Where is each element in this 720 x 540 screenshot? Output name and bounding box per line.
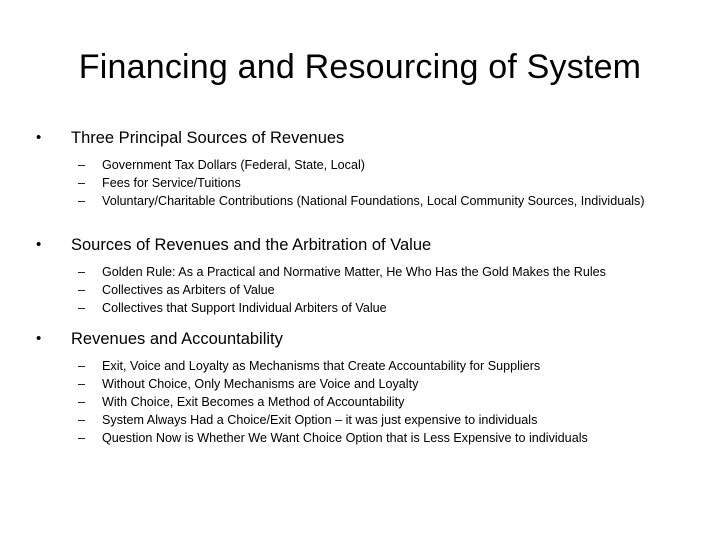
dash-icon: – [78,413,86,427]
list-item-text: Exit, Voice and Loyalty as Mechanisms that Create Accountability for Suppliers [102,359,541,373]
dash-icon: – [78,395,86,409]
slide-title: Financing and Resourcing of System [78,48,642,86]
list-item [36,429,676,447]
list-item [36,192,676,210]
section-revenue-sources [36,126,676,210]
bullet-row [36,327,676,351]
list-item-text: System Always Had a Choice/Exit Option – it was just expensive to individuals [102,413,538,427]
list-item [36,156,676,174]
bullet-icon: • [36,236,42,253]
dash-icon: – [78,283,86,297]
sub-list [36,156,676,210]
list-item-text: Without Choice, Only Mechanisms are Voice and Loyalty [102,377,419,391]
dash-icon: – [78,301,86,315]
list-item-text: Government Tax Dollars (Federal, State, Local) [102,158,365,172]
list-item-text: Voluntary/Charitable Contributions (National Foundations, Local Community Sources, Individuals) [102,194,645,208]
sub-list [36,263,676,317]
list-item-text: With Choice, Exit Becomes a Method of Accountability [102,395,405,409]
dash-icon: – [78,377,86,391]
list-item-text: Collectives as Arbiters of Value [102,283,275,297]
dash-icon: – [78,194,86,208]
bullet-icon: • [36,330,42,347]
list-item [36,263,676,281]
section-heading: Sources of Revenues and the Arbitration of Value [71,236,432,254]
list-item [36,174,676,192]
dash-icon: – [78,265,86,279]
list-item-text: Collectives that Support Individual Arbiters of Value [102,301,387,315]
list-item [36,299,676,317]
list-item [36,357,676,375]
section-arbitration-of-value [36,233,676,317]
dash-icon: – [78,359,86,373]
section-heading: Revenues and Accountability [71,330,283,348]
dash-icon: – [78,431,86,445]
list-item-text: Golden Rule: As a Practical and Normative Matter, He Who Has the Gold Makes the Rules [102,265,606,279]
list-item [36,411,676,429]
sub-list [36,357,676,447]
bullet-icon: • [36,129,42,146]
dash-icon: – [78,158,86,172]
list-item [36,375,676,393]
section-heading: Three Principal Sources of Revenues [71,129,345,147]
list-item [36,393,676,411]
list-item-text: Question Now is Whether We Want Choice Option that is Less Expensive to individuals [102,431,588,445]
bullet-row [36,233,676,257]
section-accountability [36,327,676,447]
list-item [36,281,676,299]
list-item-text: Fees for Service/Tuitions [102,176,241,190]
bullet-row [36,126,676,150]
dash-icon: – [78,176,86,190]
